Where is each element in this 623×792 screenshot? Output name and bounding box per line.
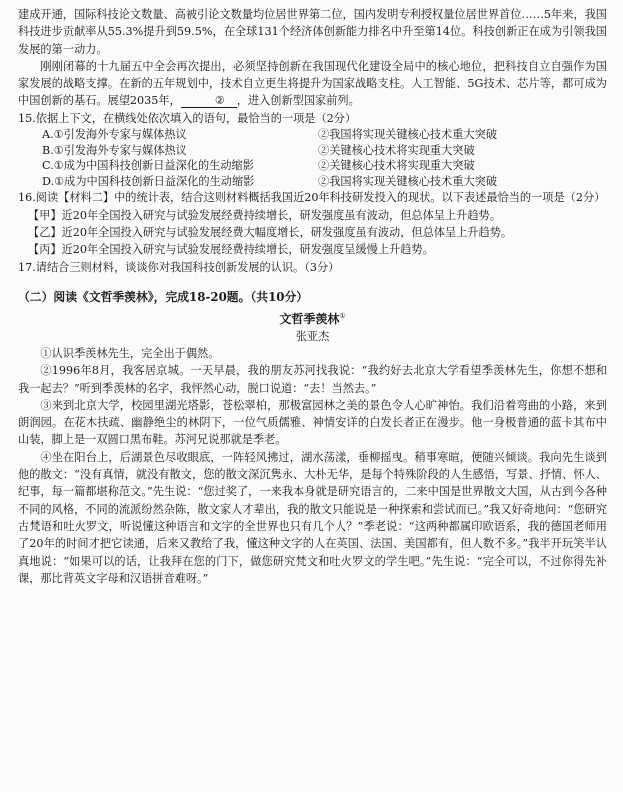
- material-paragraph: 建成开通，国际科技论文数量、高被引论文数量均位居世界第二位，国内发明专利授权量位居世界首位……5年来，我国科技进步贡献率从55.3%提升到59.5%，在全球131个经济体创新能力排名中升至第14位。科技创新正在成为引领我国发展的第一动力。: [18, 8, 607, 56]
- option-d-part1: D.①成为中国科技创新日益深化的生动缩影: [42, 174, 255, 188]
- answer-blank: ②: [181, 95, 237, 108]
- question-16-option-yi: 【乙】近20年全国投入研究与试验发展经费大幅度增长，研发强度虽有波动，但总体呈上升趋势。: [28, 226, 513, 240]
- question-15-options: [18, 127, 607, 189]
- article-paragraph: ②1996年8月，我客居京城。一天早晨，我的朋友苏河找我说：“我约好去北京大学看望季羡林先生，你想不想和我一起去？”听到季羡林的名字，我怦然心动，脱口说道：“去！当然去。”: [18, 364, 607, 395]
- option-c-part1: C.①成为中国科技创新日益深化的生动缩影: [42, 159, 254, 173]
- option-c-part2: ②关键核心技术将实现重大突破: [318, 159, 475, 173]
- article-paragraph: ①认识季羡林先生，完全出于偶然。: [40, 346, 220, 360]
- article-title-text: 文哲季羡林: [279, 311, 340, 326]
- option-a-part1: A.①引发海外专家与媒体热议: [42, 128, 187, 142]
- article-paragraph: ④坐在阳台上，后湖景色尽收眼底，一阵轻风拂过，湖水荡漾，垂柳摇曳。稍事寒暄，便随兴倾谈。我向先生谈到他的散文：“没有真情，就没有散文，您的散文深沉隽永、大朴无华，是每个特殊阶段的人生感悟，写景、抒情、怀人、纪事，每一篇都堪称范文。”先生说：“您过奖了，一来我本身就是研究语言的，二来中国是世界散文大国，从古到今各种不同的风格，不同的流派纷然杂陈，散文家人才辈出，我的散文只能说是一种探索和尝试而已。”我又好奇地问：“您研究古梵语和吐火罗文，听说懂这种语言和文字的全世界也只有几个人？”季老说：“这两种都属印欧语系，我的德国老师用了20年的时间才把它读通，后来又教给了我，懂这种文字的人在英国、法国、美国都有，但人数不多。”我半开玩笑半认真地说：“如果可以的话，让我拜在您的门下，做您研究梵文和吐火罗文的学生吧。”先生说：“完全可以，不过你得先补课，那比背英文字母和汉语拼音难呀。”: [18, 450, 607, 585]
- question-16-option-jia: 【甲】近20年全国投入研究与试验发展经费持续增长，研发强度虽有波动，但总体呈上升趋势。: [28, 208, 501, 222]
- option-d-part2: ②我国将实现关键核心技术重大突破: [318, 174, 498, 188]
- question-15-stem: 15.依据上下文，在横线处依次填入的语句，最恰当的一项是（2分）: [18, 111, 357, 125]
- article-title: [18, 308, 607, 328]
- paragraph-text: 刚刚闭幕的十九届五中全会再次提出，必须坚持创新在我国现代化建设全局中的核心地位，把科技自立自强作为国家发展的战略支撑。在新的五年规划中，技术自立更生将提升为国家战略支柱。人工智能、5G技术、芯片等，都可成为中国创新的基石。展望2035年，: [18, 59, 607, 108]
- question-16-stem: 16.阅读【材料二】中的统计表，结合这则材料概括我国近20年科技研发投入的现状。以下表述最恰当的一项是（2分）: [18, 191, 606, 205]
- option-b-part2: ②关键核心技术将实现重大突破: [318, 143, 475, 157]
- article-author: 张亚杰: [295, 329, 330, 343]
- question-16-option-bing: 【丙】近20年全国投入研究与试验发展经费持续增长，研发强度呈缓慢上升趋势。: [28, 243, 434, 257]
- section-heading: （二）阅读《文哲季羡林》，完成18-20题。（共10分）: [18, 289, 309, 304]
- option-b-part1: B.①引发海外专家与媒体热议: [42, 143, 187, 157]
- option-a-part2: ②我国将实现关键核心技术重大突破: [318, 128, 498, 142]
- paragraph-text: ，进入创新型国家前列。: [236, 94, 360, 108]
- article-paragraph: ③来到北京大学，校园里湖光塔影，苍松翠柏，那极富园林之美的景色令人心旷神怡。我们沿着弯曲的小路，来到朗润园。在花木扶疏、幽静绝尘的林阴下，一位气质儒雅、神情安详的白发长者正在漫步。他一身极普通的蓝卡其布中山装，脚上是一双圆口黑布鞋。苏河兄说那就是季老。: [18, 398, 607, 447]
- question-17-stem: 17.请结合三则材料，谈谈你对我国科技创新发展的认识。（3分）: [18, 260, 340, 274]
- footnote-marker: ①: [339, 311, 346, 320]
- material-paragraph-with-blank: [18, 58, 607, 110]
